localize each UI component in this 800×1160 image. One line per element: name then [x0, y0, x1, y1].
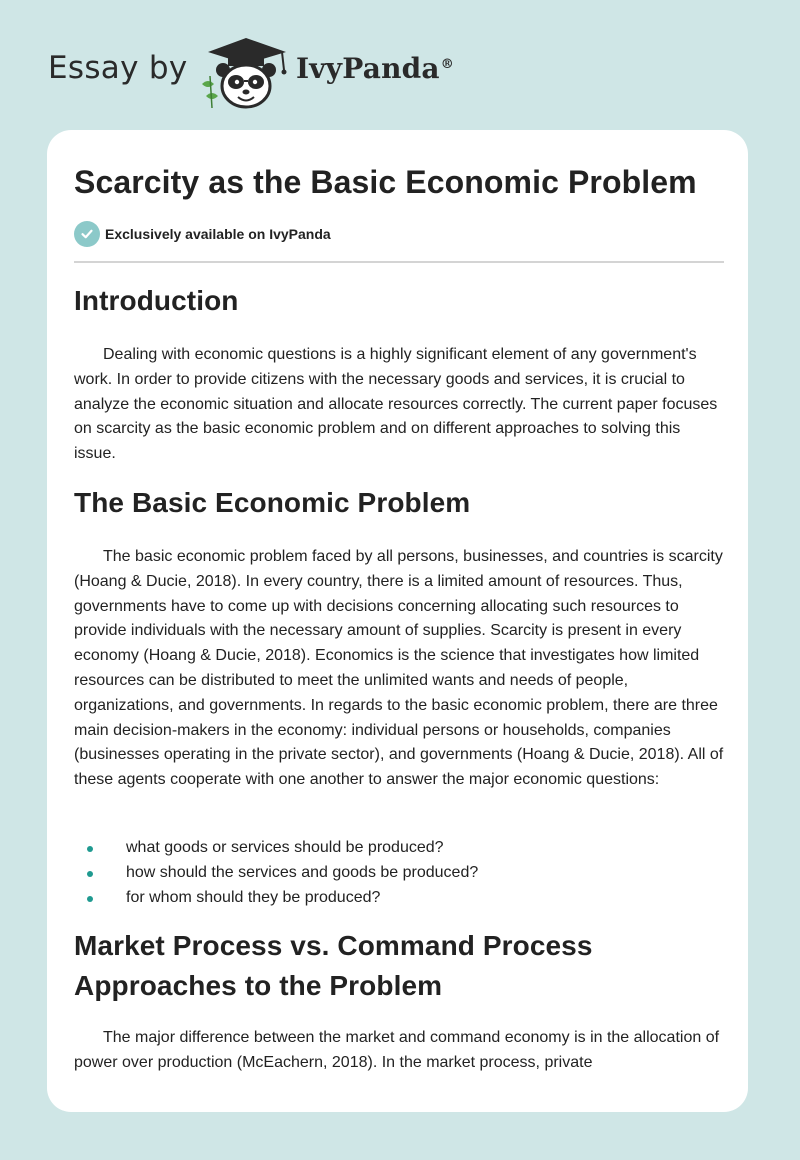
- title-divider: [74, 261, 724, 263]
- basic-economic-problem-paragraph: The basic economic problem faced by all persons, businesses, and countries is scarcity (Hoang & Ducie, 2018). In every country, there is a limited amount of resources. Thus, governments have to come up with decisions concerning allocating such resources to provide individuals with the necessary amount of supplies. Scarcity is present in every economy (Hoang & Ducie, 2018). Economics is the science that investigates how limited resources can be distributed to meet the unlimited wants and needs of people, organizations, and governments. In regards to the basic economic problem, there are three main decision-makers in the economy: individual persons or households, companies (businesses operating in the private sector), and governments (Hoang & Ducie, 2018). All of these agents cooperate with one another to answer the major economic questions:: [74, 548, 724, 789]
- list-item-text: for whom should they be produced?: [126, 888, 381, 906]
- section-heading-line: Market Process vs. Command Process: [74, 930, 593, 961]
- list-item: [74, 836, 724, 861]
- page-title: Scarcity as the Basic Economic Problem: [74, 164, 697, 200]
- exclusive-badge: [74, 221, 331, 247]
- panda-graduate-logo-icon[interactable]: [198, 34, 294, 112]
- list-item: [74, 886, 724, 911]
- section-heading-introduction: Introduction: [74, 285, 239, 316]
- bullet-icon: [87, 896, 93, 902]
- bullet-icon: [87, 846, 93, 852]
- essay-card: [47, 130, 748, 1112]
- site-header: [0, 0, 800, 130]
- list-item-text: how should the services and goods be produced?: [126, 863, 479, 881]
- brand-prefix: Essay by: [48, 50, 188, 86]
- list-item: [74, 861, 724, 886]
- registered-mark: ®: [440, 56, 454, 72]
- check-circle-icon: [74, 221, 100, 247]
- section-heading-market-vs-command: [74, 926, 593, 1006]
- market-vs-command-paragraph: The major difference between the market and command economy is in the allocation of power over production (McEachern, 2018). In the market process, private: [74, 1029, 720, 1071]
- brand-name-text: IvyPanda: [296, 52, 440, 85]
- section-heading-basic-economic-problem: The Basic Economic Problem: [74, 487, 471, 518]
- list-item-text: what goods or services should be produced?: [126, 839, 444, 856]
- bullet-icon: [87, 871, 93, 877]
- brand-name[interactable]: [296, 52, 454, 85]
- economic-questions-list: [74, 836, 724, 910]
- exclusive-label: Exclusively available on IvyPanda: [105, 226, 331, 242]
- section-heading-line: Approaches to the Problem: [74, 970, 443, 1001]
- introduction-paragraph: Dealing with economic questions is a highly significant element of any government's work. In order to provide citizens with the necessary goods and services, it is crucial to analyze the economic situation and allocate resources correctly. The current paper focuses on scarcity as the basic economic problem and on different approaches to solving this issue.: [74, 346, 718, 463]
